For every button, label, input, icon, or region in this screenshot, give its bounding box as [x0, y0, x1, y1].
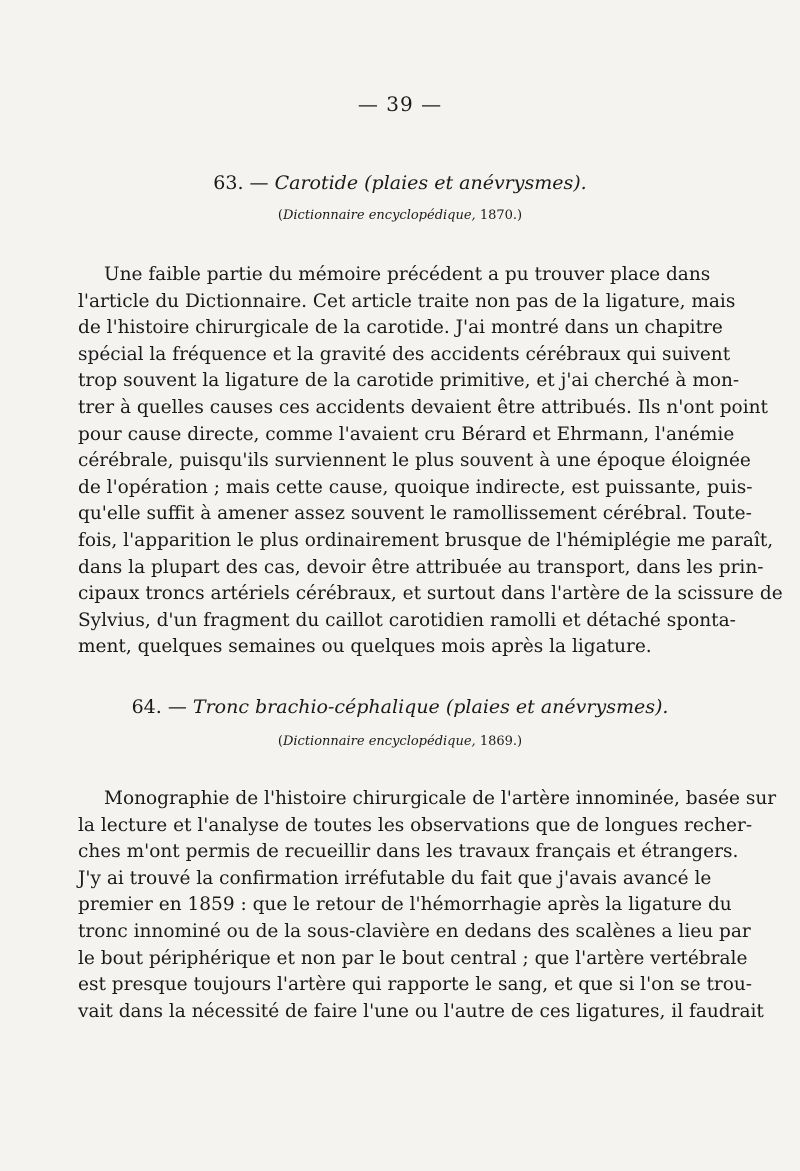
paragraph-line: vait dans la nécessité de faire l'une ou l'autre de ces ligatures, il faudrait: [78, 1000, 764, 1022]
paragraph-line: le bout périphérique et non par le bout central ; que l'artère vertébrale: [78, 947, 748, 969]
paragraph-line: cérébrale, puisqu'ils surviennent le plus souvent à une époque éloignée: [78, 450, 751, 472]
entry-64-title: [0, 696, 800, 718]
paragraph-line: de l'opération ; mais cette cause, quoique indirecte, est puissante, puis-: [78, 476, 753, 498]
paragraph-line: spécial la fréquence et la gravité des accidents cérébraux qui suivent: [78, 343, 731, 365]
paragraph-line: Monographie de l'histoire chirurgicale de l'artère innominée, basée sur: [104, 788, 777, 809]
paragraph-line: Une faible partie du mémoire précédent a pu trouver place dans: [104, 264, 711, 285]
paragraph-line: qu'elle suffit à amener assez souvent le ramollissement cérébral. Toute-: [78, 503, 752, 525]
paragraph-line: trop souvent la ligature de la carotide primitive, et j'ai cherché à mon-: [78, 370, 740, 392]
paragraph-line: dans la plupart des cas, devoir être attribuée au transport, dans les prin-: [78, 556, 764, 578]
paragraph-line: fois, l'apparition le plus ordinairement brusque de l'hémiplégie me paraît,: [78, 529, 774, 551]
paragraph-line: pour cause directe, comme l'avaient cru Bérard et Ehrmann, l'anémie: [78, 423, 735, 445]
paragraph-line: la lecture et l'analyse de toutes les observations que de longues recher-: [78, 814, 753, 836]
paragraph-line: tronc innominé ou de la sous-clavière en dedans des scalènes a lieu par: [78, 920, 751, 942]
source-work: Dictionnaire encyclopédique,: [282, 208, 476, 223]
entry-number: 63.: [213, 172, 244, 194]
page-number: — 39 —: [357, 92, 443, 116]
entry-title-text: Carotide (plaies et anévrysmes).: [274, 172, 587, 194]
entry-title-text: Tronc brachio-céphalique (plaies et anévrysmes).: [192, 696, 669, 718]
entry-64-paragraph: [78, 786, 777, 1025]
paragraph-line: cipaux troncs artériels cérébraux, et surtout dans l'artère de la scissure de: [78, 583, 783, 605]
paragraph-line: J'y ai trouvé la confirmation irréfutable du fait que j'avais avancé le: [78, 867, 712, 889]
source-year: 1870.: [475, 208, 518, 223]
paragraph-line: l'article du Dictionnaire. Cet article traite non pas de la ligature, mais: [78, 290, 736, 312]
paragraph-line: ment, quelques semaines ou quelques mois après la ligature.: [78, 636, 652, 658]
paragraph-line: est presque toujours l'artère qui rapporte le sang, et que si l'on se trou-: [78, 974, 753, 996]
paragraph-line: premier en 1859 : que le retour de l'hémorrhagie après la ligature du: [78, 894, 732, 916]
paragraph-line: ches m'ont permis de recueillir dans les travaux français et étrangers.: [78, 841, 739, 863]
entry-64-source: (Dictionnaire encyclopédique, 1869.): [277, 734, 523, 749]
entry-63-source: (Dictionnaire encyclopédique, 1870.): [277, 208, 523, 223]
entry-dash: —: [243, 172, 275, 194]
entry-dash: —: [161, 696, 193, 718]
source-work: Dictionnaire encyclopédique,: [282, 734, 476, 749]
entry-number: 64.: [131, 696, 162, 718]
source-year: 1869.: [475, 734, 518, 749]
paragraph-line: Sylvius, d'un fragment du caillot carotidien ramolli et détaché sponta-: [78, 609, 736, 631]
entry-63-paragraph: [78, 262, 783, 661]
paragraph-line: de l'histoire chirurgicale de la carotide. J'ai montré dans un chapitre: [78, 317, 723, 339]
paragraph-line: trer à quelles causes ces accidents devaient être attribués. Ils n'ont point: [78, 396, 768, 418]
entry-63-title: [0, 172, 800, 194]
